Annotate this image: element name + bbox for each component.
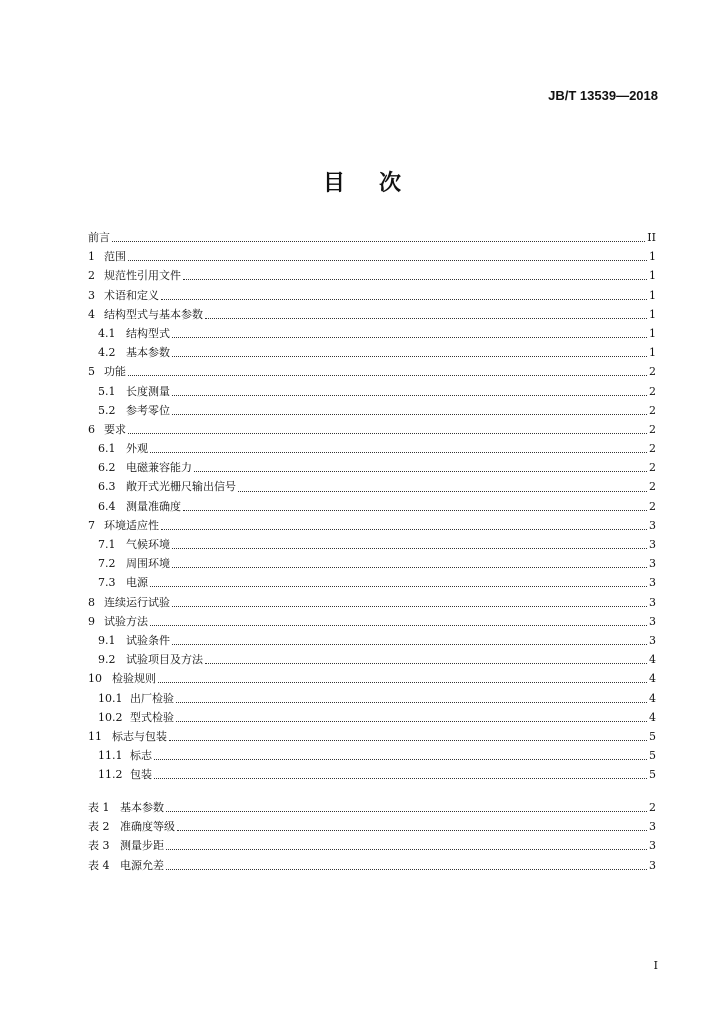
toc-entry-page: 1 (649, 269, 656, 283)
toc-entry-number: 表 1 (88, 801, 110, 814)
toc-entry-title: 基本参数 (126, 346, 170, 360)
toc-entry-number: 7.2 (98, 557, 116, 571)
page-number: I (653, 959, 658, 972)
dot-leader (128, 260, 647, 261)
toc-entry-page: 1 (649, 307, 656, 321)
toc-entry-page: 2 (649, 801, 656, 814)
toc-entry[interactable] (88, 458, 656, 477)
toc-entry-title: 试验条件 (126, 633, 170, 647)
list-of-tables (88, 798, 656, 875)
toc-entry-number: 7.1 (98, 538, 116, 551)
toc-entry-page: 3 (649, 839, 656, 853)
dot-leader (154, 759, 647, 760)
dot-leader (172, 414, 647, 415)
toc-entry[interactable] (88, 573, 656, 592)
toc-entry[interactable] (88, 343, 656, 362)
dot-leader (169, 740, 647, 741)
toc-entry[interactable] (88, 856, 656, 875)
dot-leader (172, 606, 647, 607)
toc-entry[interactable] (88, 401, 656, 420)
toc-entry[interactable] (88, 477, 656, 496)
toc-entry-title: 外观 (126, 442, 148, 456)
dot-leader (172, 337, 647, 338)
toc-entry-page: 2 (649, 384, 656, 398)
dot-leader (158, 682, 647, 683)
toc-entry-number: 6 (88, 422, 95, 436)
toc-entry-page: 3 (649, 538, 656, 551)
toc-entry-title: 术语和定义 (104, 288, 159, 302)
toc-entry-title: 试验项目及方法 (126, 653, 203, 667)
toc-entry[interactable] (88, 554, 656, 573)
toc-entry-title: 结构型式 (126, 326, 170, 340)
dot-leader (172, 395, 647, 396)
toc-entry-page: 5 (649, 749, 656, 763)
toc-entry-page: 4 (649, 710, 656, 724)
toc-entry[interactable] (88, 420, 656, 439)
toc-entry-page: 3 (649, 518, 656, 532)
dot-leader (176, 702, 647, 703)
toc-entry-title: 气候环境 (126, 538, 170, 551)
toc-entry-number: 表 4 (88, 858, 110, 872)
dot-leader (166, 849, 647, 850)
toc-entry[interactable] (88, 836, 656, 855)
toc-entry-number: 4.1 (98, 326, 116, 340)
toc-entry[interactable] (88, 708, 656, 727)
toc-entry-title: 前言 (88, 231, 110, 244)
toc-entry-title: 连续运行试验 (104, 595, 170, 609)
toc-entry-title: 参考零位 (126, 403, 170, 417)
toc-entry-page: 3 (649, 820, 656, 834)
dot-leader (166, 869, 647, 870)
toc-entry-page: 3 (649, 595, 656, 609)
toc-entry-title: 包装 (130, 768, 152, 782)
toc-entry-page: 3 (649, 576, 656, 590)
toc-entry-number: 5 (88, 365, 95, 379)
toc-entry-number: 11.2 (98, 768, 123, 782)
toc-entry-title: 电源 (126, 576, 148, 590)
toc-entry-title: 敞开式光栅尺输出信号 (126, 480, 236, 494)
toc-entry-title: 长度测量 (126, 384, 170, 398)
dot-leader (177, 830, 647, 831)
toc-entry-page: 4 (649, 653, 656, 667)
toc-entry-number: 表 2 (88, 820, 110, 834)
toc-entry-page: 2 (649, 442, 656, 456)
toc-entry[interactable] (88, 305, 656, 324)
dot-leader (194, 471, 647, 472)
toc-entry-title: 电磁兼容能力 (126, 461, 192, 475)
toc-entry-page: 1 (649, 288, 656, 302)
toc-entry-number: 11.1 (98, 749, 123, 763)
toc-entry-number: 3 (88, 288, 95, 302)
toc-entry-number: 表 3 (88, 839, 110, 853)
toc-entry-title: 试验方法 (104, 614, 148, 628)
toc-entry-number: 9.2 (98, 653, 116, 667)
dot-leader (183, 279, 647, 280)
toc-entry-title: 检验规则 (112, 672, 156, 686)
dot-leader (150, 586, 647, 587)
toc-entry-page: 2 (649, 403, 656, 417)
toc-entry-page: 4 (649, 691, 656, 705)
toc-entry[interactable] (88, 266, 656, 285)
dot-leader (172, 548, 647, 549)
dot-leader (161, 299, 647, 300)
toc-entry-number: 9 (88, 614, 95, 628)
toc-entry[interactable] (88, 497, 656, 516)
toc-entry-page: II (647, 231, 656, 244)
toc-entry-number: 11 (88, 729, 102, 743)
toc-entry-number: 7.3 (98, 576, 116, 590)
toc-entry-page: 2 (649, 422, 656, 436)
toc-entry[interactable] (88, 631, 656, 650)
toc-entry[interactable] (88, 612, 656, 631)
toc-entry-page: 1 (649, 346, 656, 360)
toc-entry-title: 准确度等级 (120, 820, 175, 834)
toc-entry-page: 3 (649, 614, 656, 628)
toc-entry-title: 电源允差 (120, 858, 164, 872)
toc-entry-page: 5 (649, 729, 656, 743)
toc-entry[interactable] (88, 593, 656, 612)
toc-entry[interactable] (88, 765, 656, 784)
toc-entry-page: 2 (649, 365, 656, 379)
toc-entry-number: 6.4 (98, 499, 116, 513)
dot-leader (112, 241, 645, 242)
dot-leader (205, 663, 647, 664)
dot-leader (176, 721, 647, 722)
standard-number: JB/T 13539—2018 (548, 88, 658, 103)
toc-entry-number: 6.1 (98, 442, 116, 456)
toc-entry-title: 规范性引用文件 (104, 269, 181, 283)
dot-leader (172, 644, 647, 645)
toc-entry[interactable] (88, 362, 656, 381)
table-of-contents (88, 228, 656, 784)
toc-entry-number: 7 (88, 518, 95, 532)
toc-entry-title: 测量准确度 (126, 499, 181, 513)
toc-entry-page: 2 (649, 499, 656, 513)
toc-entry[interactable] (88, 382, 656, 401)
toc-entry-number: 4.2 (98, 346, 116, 360)
toc-entry-page: 3 (649, 633, 656, 647)
toc-entry-page: 1 (649, 326, 656, 340)
toc-entry-title: 环境适应性 (104, 518, 159, 532)
toc-entry[interactable] (88, 727, 656, 746)
toc-entry-number: 5.1 (98, 384, 116, 398)
toc-entry-number: 5.2 (98, 403, 116, 417)
toc-entry-page: 2 (649, 461, 656, 475)
toc-entry-number: 8 (88, 595, 95, 609)
dot-leader (172, 356, 647, 357)
toc-entry-title: 结构型式与基本参数 (104, 307, 203, 321)
dot-leader (150, 452, 647, 453)
toc-entry-title: 要求 (104, 422, 126, 436)
toc-entry-title: 标志 (130, 749, 152, 763)
toc-entry-page: 4 (649, 672, 656, 686)
toc-entry[interactable] (88, 516, 656, 535)
toc-entry[interactable] (88, 439, 656, 458)
toc-entry-number: 6.2 (98, 461, 116, 475)
dot-leader (166, 811, 647, 812)
toc-entry[interactable] (88, 669, 656, 688)
toc-entry[interactable] (88, 228, 656, 247)
toc-entry-title: 型式检验 (130, 710, 174, 724)
page-title: 目次 (322, 171, 435, 196)
toc-entry-page: 5 (649, 768, 656, 782)
toc-entry-number: 6.3 (98, 480, 116, 494)
toc-entry[interactable] (88, 798, 656, 817)
toc-entry[interactable] (88, 535, 656, 554)
toc-entry-number: 2 (88, 269, 95, 283)
toc-entry-title: 标志与包装 (112, 729, 167, 743)
toc-entry-title: 出厂检验 (130, 691, 174, 705)
toc-entry[interactable] (88, 817, 656, 836)
dot-leader (205, 318, 647, 319)
toc-entry-number: 4 (88, 307, 95, 321)
toc-entry[interactable] (88, 746, 656, 765)
toc-entry-number: 10.1 (98, 691, 123, 705)
toc-entry-title: 功能 (104, 365, 126, 379)
dot-leader (183, 510, 647, 511)
dot-leader (161, 529, 647, 530)
toc-entry-number: 10.2 (98, 710, 123, 724)
toc-entry[interactable] (88, 689, 656, 708)
toc-entry[interactable] (88, 650, 656, 669)
dot-leader (150, 625, 647, 626)
toc-entry-number: 1 (88, 250, 95, 264)
toc-entry-page: 1 (649, 250, 656, 264)
toc-entry-page: 2 (649, 480, 656, 494)
toc-entry-title: 测量步距 (120, 839, 164, 853)
toc-entry-title: 范围 (104, 250, 126, 264)
toc-entry[interactable] (88, 324, 656, 343)
toc-entry-number: 9.1 (98, 633, 116, 647)
toc-entry[interactable] (88, 286, 656, 305)
dot-leader (128, 375, 647, 376)
toc-entry-number: 10 (88, 672, 102, 686)
toc-entry[interactable] (88, 247, 656, 266)
toc-entry-title: 周围环境 (126, 557, 170, 571)
toc-entry-page: 3 (649, 858, 656, 872)
toc-entry-title: 基本参数 (120, 801, 164, 814)
dot-leader (238, 491, 647, 492)
dot-leader (154, 778, 647, 779)
dot-leader (172, 567, 647, 568)
toc-entry-page: 3 (649, 557, 656, 571)
dot-leader (128, 433, 647, 434)
